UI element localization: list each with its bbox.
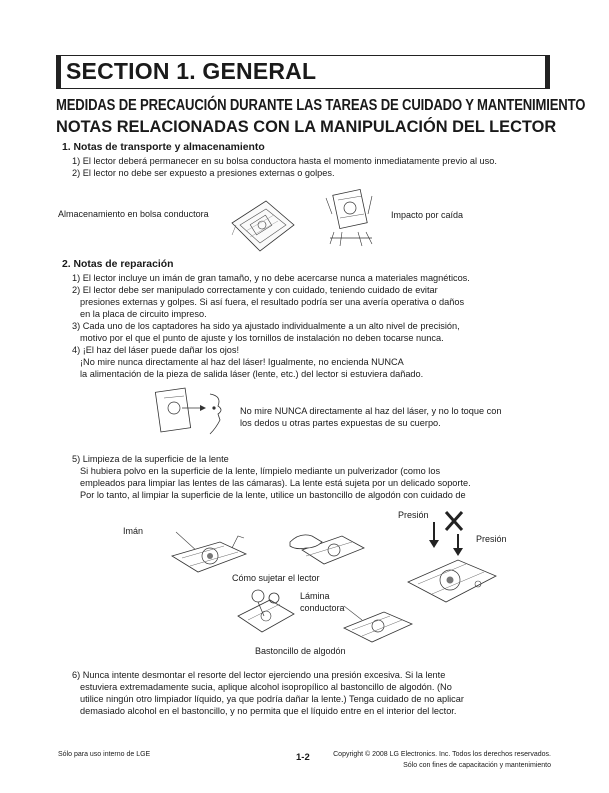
transport-item-2: 2) El lector no debe ser expuesto a presiones externas o golpes. xyxy=(72,168,335,178)
repair-line: en la placa de circuito impreso. xyxy=(80,309,207,319)
repair-line: motivo por el que el punto de ajuste y los tornillos de instalación no deben tocarse nunca. xyxy=(80,333,444,343)
pickup-blade-illustration xyxy=(340,604,416,648)
repair-line: 3) Cada uno de los captadores ha sido ya ajustado individualmente a un alto nivel de precisión, xyxy=(72,321,460,331)
laser-eye-illustration xyxy=(152,384,228,442)
spring-line: estuviera extremadamente sucia, aplique alcohol isopropílico al bastoncillo de algodón. (No xyxy=(80,682,452,692)
repair-line: 1) El lector incluye un imán de gran tamaño, y no debe acercarse nunca a materiales magnéticos. xyxy=(72,273,470,283)
page-number: 1-2 xyxy=(296,752,310,763)
lens-line: empleados para limpiar las lentes de las cámaras). La lente está sujeta por un delicado soporte. xyxy=(80,478,471,488)
label-magnet: Imán xyxy=(123,526,144,536)
pickup-pressed-illustration xyxy=(404,548,500,606)
pickup-swab-illustration xyxy=(234,586,296,640)
spring-line: demasiado alcohol en el bastoncillo, y no permita que el líquido entre en el interior del lector. xyxy=(80,706,457,716)
repair-line: 4) ¡El haz del láser puede dañar los ojos! xyxy=(72,345,240,355)
section-title: SECTION 1. GENERAL xyxy=(66,58,317,84)
repair-line: ¡No mire nunca directamente al haz del láser! Igualmente, no encienda NUNCA xyxy=(80,357,404,367)
footer-training-only: Sólo con fines de capacitación y mantenimiento xyxy=(403,762,551,769)
lens-line: Si hubiera polvo en la superficie de la lente, límpielo mediante un pulverizador (como los xyxy=(80,466,441,476)
transport-item-1: 1) El lector deberá permanecer en su bolsa conductora hasta el momento inmediatamente previo al uso. xyxy=(72,156,497,166)
lens-line: Por lo tanto, al limpiar la superficie de la lente, utilice un bastoncillo de algodón con cuidado de xyxy=(80,490,466,500)
repair-heading: 2. Notas de reparación xyxy=(62,259,174,270)
transport-heading: 1. Notas de transporte y almacenamiento xyxy=(62,142,265,153)
label-how-to-hold: Cómo sujetar el lector xyxy=(232,573,320,583)
label-blade: Lámina xyxy=(300,591,330,601)
bag-storage-illustration xyxy=(226,195,298,257)
label-pressure: Presión xyxy=(476,534,507,544)
repair-line: la alimentación de la pieza de salida láser (lente, etc.) del lector si estuviera dañado. xyxy=(80,369,424,379)
label-pressure: Presión xyxy=(398,510,429,520)
spring-line: utilice ningún otro limpiador líquido, ya que podría dañar la lente.) Tenga cuidado de no aplicar xyxy=(80,694,464,704)
pickup-hand-hold-illustration xyxy=(286,522,368,572)
caption-impact: Impacto por caída xyxy=(391,210,464,220)
label-cotton-swab: Bastoncillo de algodón xyxy=(255,646,346,656)
repair-line: 2) El lector debe ser manipulado correctamente y con cuidado, teniendo cuidado de evitar xyxy=(72,285,438,295)
laser-note-line: los dedos u otras partes expuestas de su cuerpo. xyxy=(240,418,441,428)
pickup-magnet-illustration xyxy=(168,530,250,576)
precautions-title: MEDIDAS DE PRECAUCIÓN DURANTE LAS TAREAS DE CUIDADO Y MANTENIMIENTO xyxy=(56,97,586,114)
caption-storage: Almacenamiento en bolsa conductora xyxy=(58,209,209,219)
footer-internal-use: Sólo para uso interno de LGE xyxy=(58,751,151,758)
drop-impact-illustration xyxy=(322,188,382,254)
handling-title: NOTAS RELACIONADAS CON LA MANIPULACIÓN DEL LECTOR xyxy=(56,118,557,136)
label-blade: conductora xyxy=(300,603,345,613)
repair-line: presiones externas y golpes. Si así fuera, el resultado podría ser una avería operativa o daños xyxy=(80,297,465,307)
spring-line: 6) Nunca intente desmontar el resorte del lector ejerciendo una presión excesiva. Si la lente xyxy=(72,670,446,680)
footer-copyright: Copyright © 2008 LG Electronics. Inc. Todos los derechos reservados. xyxy=(333,751,551,758)
lens-line: 5) Limpieza de la superficie de la lente xyxy=(72,454,229,464)
laser-note-line: No mire NUNCA directamente al haz del láser, y no lo toque con xyxy=(240,406,502,416)
